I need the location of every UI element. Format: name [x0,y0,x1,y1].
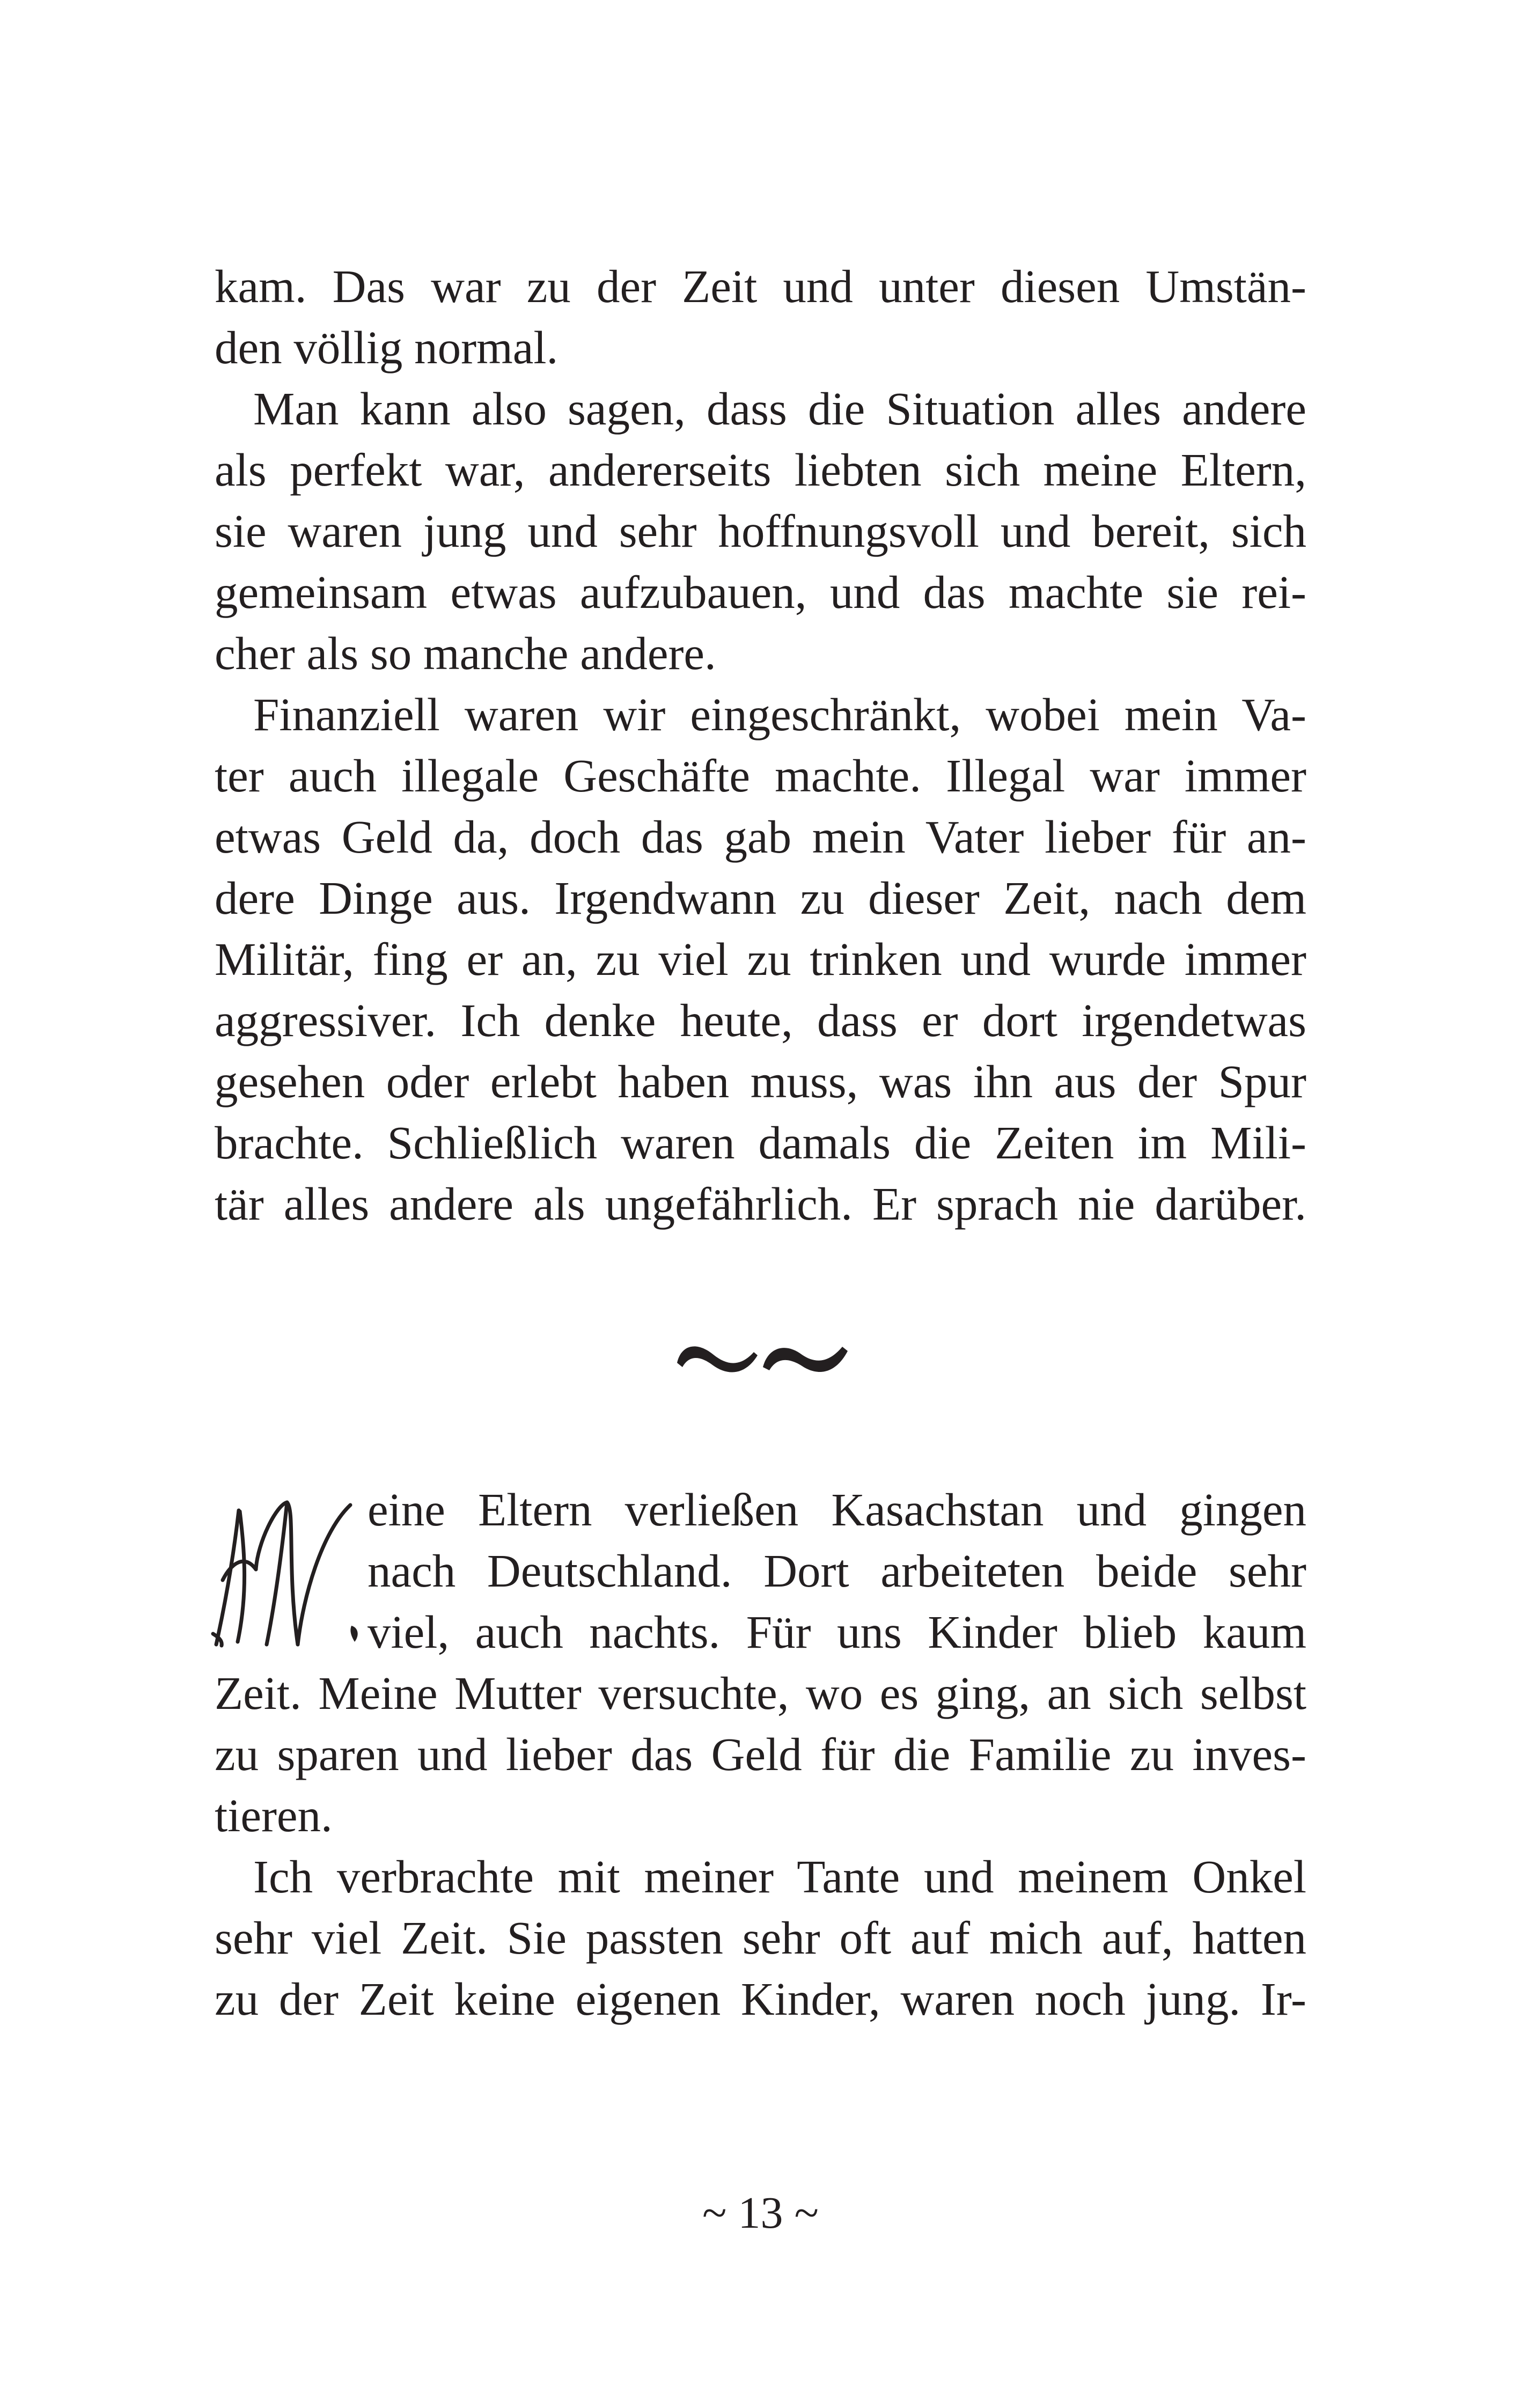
text-line: als perfekt war, andererseits liebten sich meine Eltern, [215,444,1306,496]
text-line: zu der Zeit keine eigenen Kinder, waren noch jung. Ir- [215,1973,1306,2025]
text-line: Zeit. Meine Mutter versuchte, wo es ging, an sich selbst [215,1667,1306,1719]
text-line: den völlig normal. [215,321,559,373]
text-line: ter auch illegale Geschäfte machte. Illegal war immer [215,750,1306,802]
text-line: kam. Das war zu der Zeit und unter diesen Umstän- [215,260,1306,312]
text-line: tieren. [215,1789,333,1841]
text-line: Finanziell waren wir eingeschränkt, wobei mein Va- [253,688,1306,740]
text-line: dere Dinge aus. Irgendwann zu dieser Zeit, nach dem [215,872,1306,924]
text-line: sehr viel Zeit. Sie passten sehr oft auf mich auf, hatten [215,1912,1306,1964]
text-line: aggressiver. Ich denke heute, dass er dort irgendetwas [215,994,1306,1046]
page-number: ~ 13 ~ [702,2188,819,2238]
double-tilde-ornament-icon [665,1325,858,1384]
section-1-text [215,256,1306,1235]
text-line: sie waren jung und sehr hoffnungsvoll und bereit, sich [215,505,1306,557]
text-line: Militär, fing er an, zu viel zu trinken und wurde immer [215,933,1306,985]
text-line: gesehen oder erlebt haben muss, was ihn aus der Spur [215,1055,1306,1107]
text-line: brachte. Schließlich waren damals die Zeiten im Mili- [215,1117,1306,1169]
section-2-text [215,1479,1306,2030]
text-line: cher als so manche andere. [215,627,716,679]
text-line: gemeinsam etwas aufzubauen, und das machte sie rei- [215,566,1306,618]
text-line: etwas Geld da, doch das gab mein Vater lieber für an- [215,811,1306,863]
text-line: viel, auch nachts. Für uns Kinder blieb kaum [368,1606,1306,1658]
text-line: eine Eltern verließen Kasachstan und gingen [368,1484,1306,1536]
text-line: zu sparen und lieber das Geld für die Familie zu inves- [215,1728,1306,1780]
text-line: Man kann also sagen, dass die Situation alles andere [253,383,1306,435]
text-line: tär alles andere als ungefährlich. Er sprach nie darüber. [215,1178,1306,1230]
text-line: Ich verbrachte mit meiner Tante und meinem Onkel [253,1851,1306,1903]
text-line: nach Deutschland. Dort arbeiteten beide sehr [368,1545,1306,1597]
